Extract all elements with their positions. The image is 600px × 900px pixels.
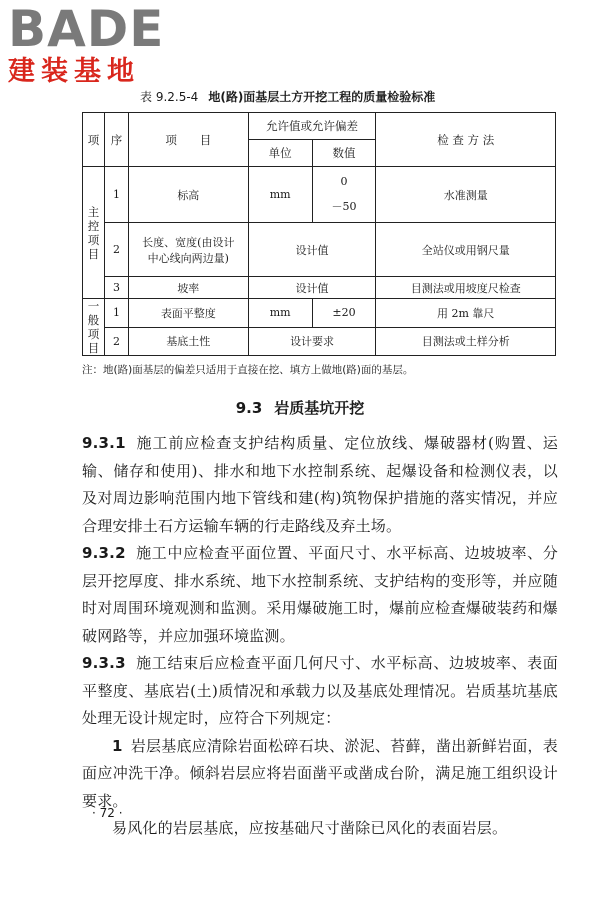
sub-item-number: 1 (112, 736, 123, 755)
body-text (82, 430, 558, 843)
table-row (83, 167, 556, 223)
header-item: 项 (83, 113, 105, 167)
table-note: 注：地(路)面基层的偏差只适用于直接在挖、填方上做地(路)面的基层。 (82, 364, 414, 376)
logo-subtitle: 建装基地 (8, 56, 140, 87)
sub-item (82, 733, 558, 816)
row-project-line: 长度、宽度(由设计 (142, 235, 235, 249)
table-row (83, 223, 556, 277)
clause (82, 540, 558, 650)
row-seq: 3 (104, 277, 128, 299)
clause-number: 9.3.3 (82, 654, 126, 672)
sub-item-text: 岩层基底应清除岩面松碎石块、淤泥、苔藓，凿出新鲜岩面，表面应冲洗干净。倾斜岩层应将岩面凿平或凿成台阶，满足施工组织设计要求。 (82, 736, 558, 810)
section-heading (0, 397, 600, 418)
row-project: 基底土性 (128, 327, 248, 356)
row-seq: 2 (104, 327, 128, 356)
group-general-cell: 一 般 项 目 (83, 299, 105, 356)
clause-text: 施工前应检查支护结构质量、定位放线、爆破器材(购置、运输、储存和使用)、排水和地下水控制系统、起爆设备和检测仪表，以及对周边影响范围内地下管线和建(构)筑物保护措施的落实情况，并应合理安排土石方运输车辆的行走路线及弃土场。 (82, 434, 558, 535)
table-row (83, 299, 556, 328)
section-number: 9.3 (235, 399, 263, 417)
row-method: 用 2m 靠尺 (376, 299, 556, 328)
clause-number: 9.3.2 (82, 544, 126, 562)
clause-number: 9.3.1 (82, 434, 126, 452)
row-method: 水准测量 (376, 167, 556, 223)
row-unit: mm (248, 167, 312, 223)
clause (82, 650, 558, 733)
header-project: 项 目 (128, 113, 248, 167)
row-project: 坡率 (128, 277, 248, 299)
clause-text: 施工结束后应检查平面几何尺寸、水平标高、边坡坡率、表面平整度、基底岩(土)质情况和承载力以及基底处理情况。岩质基坑基底处理无设计规定时，应符合下列规定： (82, 654, 558, 727)
row-project-line: 中心线向两边量) (147, 251, 229, 265)
row-project: 表面平整度 (128, 299, 248, 328)
row-allowance: 设计要求 (248, 327, 376, 356)
page-number: · 72 · (92, 806, 123, 820)
row-seq: 1 (104, 299, 128, 328)
header-allowance: 允许值或允许偏差 (248, 113, 376, 140)
logo-wordmark: BADE (8, 0, 165, 58)
brand-logo (8, 0, 178, 88)
row-seq: 2 (104, 223, 128, 277)
row-value (312, 167, 376, 223)
row-allowance: 设计值 (248, 277, 376, 299)
row-method: 目测法或用坡度尺检查 (376, 277, 556, 299)
table-row (83, 327, 556, 356)
header-method: 检 查 方 法 (376, 113, 556, 167)
row-allowance: 设计值 (248, 223, 376, 277)
row-method: 目测法或土样分析 (376, 327, 556, 356)
row-unit: mm (248, 299, 312, 328)
row-seq: 1 (104, 167, 128, 223)
header-seq: 序 (104, 113, 128, 167)
table-number: 表 9.2.5-4 (140, 90, 199, 104)
row-project: 标高 (128, 167, 248, 223)
table-header-row (83, 113, 556, 140)
quality-standard-table (82, 112, 556, 356)
row-value-lower: －50 (331, 200, 357, 213)
clause-text: 施工中应检查平面位置、平面尺寸、水平标高、边坡坡率、分层开挖厚度、排水系统、地下水控制系统、支护结构的变形等，并应随时对周围环境观测和监测。采用爆破施工时，爆前应检查爆破装药和爆破网路等，并应加强环境监测。 (82, 544, 558, 645)
header-value: 数值 (312, 140, 376, 167)
table-row (83, 277, 556, 299)
group-main-cell: 主 控 项 目 (83, 167, 105, 299)
row-value-upper: 0 (340, 175, 348, 188)
extra-paragraph: 易风化的岩层基底，应按基础尺寸凿除已风化的表面岩层。 (112, 819, 508, 837)
row-project (128, 223, 248, 277)
table-title: 地(路)面基层土方开挖工程的质量检验标准 (208, 90, 436, 104)
header-unit: 单位 (248, 140, 312, 167)
section-title: 岩质基坑开挖 (274, 399, 365, 417)
clause (82, 430, 558, 540)
row-value: ±20 (312, 299, 376, 328)
table-caption (140, 88, 435, 105)
row-method: 全站仪或用钢尺量 (376, 223, 556, 277)
